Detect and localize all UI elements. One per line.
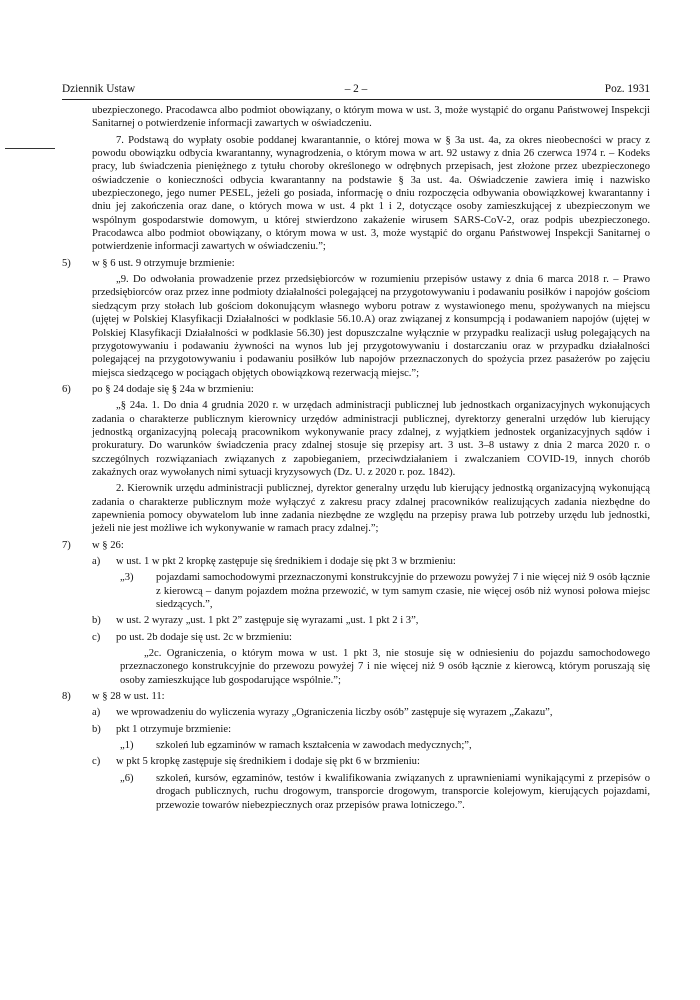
item-number: 7) <box>62 539 71 551</box>
subitem-letter: b) <box>92 723 101 735</box>
page-number: – 2 – <box>344 83 368 95</box>
item-number: 8) <box>62 691 71 703</box>
subitem-text: pkt 1 otrzymuje brzmienie: <box>116 723 232 735</box>
quoted-point-text: szkoleń lub egzaminów w ramach kształcenia w zawodach medycznych;”, <box>156 740 472 752</box>
item-6 <box>62 383 650 396</box>
quoted-paragraph: „9. Do odwołania prowadzenie przez przedsiębiorców w rozumieniu przepisów ustawy z dnia 6 marca 2018 r. – Prawo przedsiębiorców oraz przez inne podmioty działalności polegającej na przygotowywaniu i podawaniu posiłków i napojów gościom siedzącym przy stołach lub gościom dokonującym własnego wyboru potraw z wystawionego menu, spożywanych na miejscu (ujętej w Polskiej Klasyfikacji Działalności w podklasie 56.10.A) oraz związanej z konsumpcją i podawaniem napojów (ujętej w Polskiej Klasyfikacji Działalności w podklasie 56.30) jest dopuszczalne wyłącznie w przypadku realizacji usług polegających na przygotowywaniu i podawaniu żywności na wynos lub jej przygotowywaniu i dostarczaniu oraz w przypadku działalności polegającej na przygotowywaniu i podawaniu posiłków lub napojów przeznaczonych do spożycia przez pasażerów po zajęciu miejsca siedzącego w pociągach objętych obowiązkową rezerwacją miejsc.”; <box>92 274 650 379</box>
item-number: 6) <box>62 383 71 395</box>
item-text: po § 24 dodaje się § 24a w brzmieniu: <box>92 383 254 395</box>
subitem-8c <box>62 755 650 768</box>
subitem-7a <box>62 555 650 568</box>
quoted-point-number: „1) <box>120 740 134 752</box>
item-text: w § 6 ust. 9 otrzymuje brzmienie: <box>92 257 235 269</box>
subitem-letter: a) <box>92 556 101 567</box>
subitem-8b <box>62 723 650 736</box>
subitem-text: po ust. 2b dodaje się ust. 2c w brzmieniu: <box>116 631 292 643</box>
subitem-letter: c) <box>92 756 101 768</box>
subitem-text: w ust. 2 wyrazy „ust. 1 pkt 2” zastępuje się wyrazami „ust. 1 pkt 2 i 3”, <box>116 615 419 627</box>
quoted-paragraph: „§ 24a. 1. Do dnia 4 grudnia 2020 r. w urzędach administracji publicznej lub jednostkach organizacyjnych wykonujących zadania o charakterze publicznym kierownicy urzędów administracji publicznej, dyrektorzy generalni urzędów lub kierujący jednostką organizacyjną polecają pracownikom wykonywanie pracy zdalnej, z wyjątkiem jednostek organizacyjnych sądów i prokuratury. Do warunków świadczenia pracy zdalnej stosuje się przepisy art. 3 ust. 3–8 ustawy z dnia 2 marca 2020 r. o szczególnych rozwiązaniach związanych z zapobieganiem, przeciwdziałaniem i zwalczaniem COVID-19, innych chorób zakaźnych oraz wywołanych nimi sytuacji kryzysowych (Dz. U. z 2020 r. poz. 1842). <box>92 400 650 478</box>
item-text: w § 28 w ust. 11: <box>92 691 165 703</box>
margin-mark <box>5 148 55 149</box>
subitem-7b <box>62 614 650 627</box>
paragraph-continuation: ubezpieczonego. Pracodawca albo podmiot obowiązany, o którym mowa w ust. 3, może wystąpić do organu Państwowej Inspekcji Sanitarnej o potwierdzenie informacji zawartych w oświadczeniu. <box>92 105 650 130</box>
page-header <box>62 83 650 97</box>
item-number: 5) <box>62 257 71 269</box>
item-text: w § 26: <box>92 539 124 551</box>
item-5 <box>62 257 650 270</box>
journal-title: Dziennik Ustaw <box>62 83 136 95</box>
subitem-text: w ust. 1 w pkt 2 kropkę zastępuje się średnikiem i dodaje się pkt 3 w brzmieniu: <box>116 556 456 567</box>
quoted-point-text: szkoleń, kursów, egzaminów, testów i kwalifikowania związanych z uprawnieniami wynikającymi z przepisów o drogach publicznych, ruchu drogowym, transporcie drogowym, transporcie kolejowym, kierujących pojazdami, przewozie towarów niebezpiecznych oraz przepisów prawa lotniczego.”. <box>156 772 650 811</box>
item-7 <box>62 539 650 552</box>
document-body <box>62 104 650 812</box>
item-8 <box>62 690 650 703</box>
subitem-8a <box>62 706 650 719</box>
position-number: Poz. 1931 <box>604 83 650 95</box>
quoted-point <box>62 739 650 752</box>
header-rule <box>62 99 650 100</box>
quoted-paragraph: 2. Kierownik urzędu administracji publicznej, dyrektor generalny urzędu lub kierujący jednostką organizacyjną wykonującą zadania o charakterze publicznym może wyłączyć z zakresu pracy zdalnej pracowników realizujących zadania niezbędne do zapewnienia pomocy obywatelom lub inne zadania niezbędne ze względu na przepisy prawa lub potrzeby urzędu lub jednostki, jeżeli nie jest możliwe ich wykonywanie w ramach pracy zdalnej.”; <box>92 483 650 535</box>
quoted-point-number: „6) <box>120 772 134 784</box>
subitem-text: we wprowadzeniu do wyliczenia wyrazy „Ograniczenia liczby osób” zastępuje się wyrazem „Zakazu”, <box>116 707 553 719</box>
subitem-letter: a) <box>92 707 101 719</box>
quoted-point-number: „3) <box>120 572 134 584</box>
subitem-text: w pkt 5 kropkę zastępuje się średnikiem i dodaje się pkt 6 w brzmieniu: <box>116 756 420 768</box>
quoted-paragraph-text: „2c. Ograniczenia, o którym mowa w ust. 1 pkt 3, nie stosuje się w odniesieniu do pojazdu samochodowego przeznaczonego konstrukcyjnie do przewozu powyżej 7 i nie więcej niż 9 osób łącznie z kierowcą, którym poruszają się osoby zamieszkujące lub gospodarujące wspólnie.”; <box>120 648 650 686</box>
subitem-7c <box>62 631 650 644</box>
subitem-letter: c) <box>92 631 101 643</box>
quoted-point-text: pojazdami samochodowymi przeznaczonymi konstrukcyjnie do przewozu powyżej 7 i nie więcej niż 9 osób łącznie z kierowcą – danym pojazdem można przewozić, w tym samym czasie, nie więcej osób niż wynosi połowa miejsc siedzących.”, <box>156 572 650 611</box>
paragraph-7: 7. Podstawą do wypłaty osobie poddanej kwarantannie, o której mowa w § 3a ust. 4a, za okres nieobecności w pracy z powodu obowiązku odbycia kwarantanny, wynagrodzenia, o którym mowa w art. 92 ustawy z dnia 26 czerwca 1974 r. – Kodeks pracy, lub świadczenia pieniężnego z tytułu choroby określonego w odrębnych przepisach, jest złożone przez ubezpieczonego oświadczenie o konieczności odbycia kwarantanny na podstawie § 3a ust. 4a. Oświadczenie zawiera imię i nazwisko ubezpieczonego, jego numer PESEL, jeżeli go posiada, informację o dniu rozpoczęcia odbywania obowiązkowej kwarantanny i dniu jej zakończenia oraz dane, o których mowa w ust. 4 pkt 1 i 2, dotyczące osoby zamieszkującej z ubezpieczonym we wspólnym gospodarstwie domowym, u której stwierdzono zakażenie wirusem SARS-CoV-2, oraz podpis ubezpieczonego. Pracodawca albo podmiot obowiązany, o którym mowa w ust. 3, może wystąpić do organu Państwowej Inspekcji Sanitarnej o potwierdzenie informacji zawartych w oświadczeniu.”; <box>92 134 650 253</box>
subitem-letter: b) <box>92 615 101 627</box>
quoted-point <box>62 772 650 812</box>
quoted-paragraph <box>62 647 650 687</box>
quoted-point <box>62 571 650 611</box>
